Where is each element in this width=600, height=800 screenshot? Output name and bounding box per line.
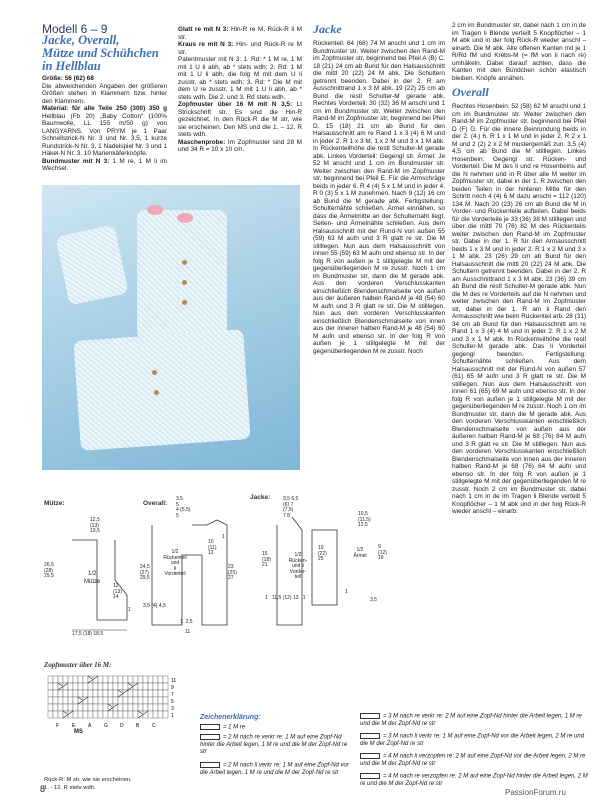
symbol-cross-right-3-icon [360,713,380,719]
chart-cell [128,683,133,690]
title-line-3: in Hellblau [42,59,101,73]
chart-cell [68,683,73,690]
chart-cell [108,697,113,704]
chart-cell [108,711,113,718]
chart-cell [163,704,168,711]
chart-cell [123,676,128,683]
chart-cell [153,697,158,704]
chart-cell [138,690,143,697]
armel-dim-1: 1 [345,589,348,595]
column-3 [313,22,445,355]
chart-cell [98,711,103,718]
chart-cell [143,676,148,683]
legend-item-6: = 4 M nach li verzopfen re: 2 M auf eine Zopf-Nd vor die Arbeit legen, 2 M re und die M der Zopf-Nd re str [360,753,586,767]
chart-arrow-letter: E [72,723,76,727]
chart-note-2: 1. - 12. R stets wdh. [44,785,96,791]
page-number: 8 [40,784,46,794]
chart-arrow-letter: G [104,723,108,727]
overall-heading: Overall [452,85,489,99]
muetze-dim-1: 12,5 (13) 13,5 [90,517,100,534]
column-2-text [178,26,302,154]
chart-cell [48,697,53,704]
jacke-dims-right: 19 (22) 25 [318,545,327,562]
symbol-cross-left-3-icon [360,733,380,739]
chart-cell [133,704,138,711]
chart-cell [58,711,63,718]
legend-item-4: = 3 M nach re verkr re: 2 M auf eine Zopf-Nd hinter die Arbeit legen, 1 M re und die M der Zopf-Nd re str [360,713,582,727]
chart-cell [153,676,158,683]
chart-cell [108,676,113,683]
maschenprobe-text: Maschenprobe: Im Zopfmuster sind 28 M und 34 R = 10 x 10 cm. [178,138,302,153]
chart-cell [158,690,163,697]
intro-text: Die abweichenden Angaben der größeren Größen stehen in Klammern bzw. hinter den Klammern. [42,82,167,105]
chart-row-number: 9 [171,685,174,691]
chart-cell [113,683,118,690]
chart-cell [53,711,58,718]
column-1-text [42,75,167,173]
chart-cell [148,704,153,711]
chart-cell [63,711,68,718]
chart-cell [93,690,98,697]
chart-cell [53,690,58,697]
chart-arrow-letter: D [120,723,124,727]
overall-dims-right: 23 (25) 27 [228,564,237,581]
chart-cell [78,676,83,683]
chart-title: Zopfmuster über 16 M: [44,661,112,669]
chart-cell [128,711,133,718]
product-photo [42,185,300,470]
chart-cell [163,697,168,704]
overall-diagram-label: Overall: [143,500,168,507]
chart-note-1: Rück-R: M str, wie sie erscheinen. [44,777,132,783]
chart-cell [73,683,78,690]
chart-cell [108,704,113,711]
chart-cell [63,676,68,683]
kraus-text: Kraus re mit N 3: Hin- und Rück-R re M str. [178,41,302,56]
chart-cell [48,683,53,690]
chart-cell [113,711,118,718]
chart-cell [128,697,133,704]
jacke-dims-top: 3,5 6,5 (6) 7 (7,5) 7 8 [283,496,299,519]
symbol-cable-right-4-icon [360,773,380,779]
symbol-knit-icon [200,724,220,730]
chart-cell [133,697,138,704]
chart-cell [93,711,98,718]
chart-cell [133,676,138,683]
button-1 [182,260,187,265]
chart-cell [138,676,143,683]
model-number: Modell 6 – 9 [42,22,108,36]
chart-cell [118,676,123,683]
chart-cell [128,676,133,683]
chart-cell [148,711,153,718]
button-4 [152,370,157,375]
chart-arrow-letter: F [56,723,60,727]
chart-cell [163,711,168,718]
chart-cell [143,683,148,690]
chart-cell [158,683,163,690]
chart-cell [158,676,163,683]
chart-cell [83,697,88,704]
chart-cell [98,690,103,697]
chart-row-number: 1 [171,713,174,719]
chart-cell [78,690,83,697]
material-text: Material: für alle Teile 250 (300) 350 g Hellblau (Fb 20) „Baby Cotton“ (100% Baumwolle, LL 155 m/50 g) von LANGYARNS. Von PRYM je 1 Paar Schnellstrick-N Nr. 3 und Nr. 3,5, 1 kurze Rundstrick-N Nr. 3, 1 Nadelspiel Nr. 3 und 1 Häkel-N Nr. 3. 10 Marienkäferknöpfe. [42,105,167,157]
chart-cell [103,711,108,718]
chart-cell [153,704,158,711]
overall-piece-label: 1/2 Rückenteil und li Vorderteil [163,549,187,577]
symbol-cable-left-4-icon [360,753,380,759]
chart-cell [98,676,103,683]
chart-cell [138,697,143,704]
symbol-cross-right-2-icon [200,734,220,740]
symbol-cross-left-2-icon [200,762,220,768]
chart-cell [83,711,88,718]
armel-piece-label: 1/2 Ärmel [353,547,367,559]
chart-cell [163,690,168,697]
overall-dims-mid: 10 (11) 12 [208,539,217,556]
chart-cell [98,704,103,711]
chart-cell [148,676,153,683]
legend-item-7: = 4 M nach re verzopfen re: 2 M auf eine Zopf-Nd hinter die Arbeit legen, 2 M re und die M der Zopf-Nd re str [360,773,588,787]
chart-cell [138,711,143,718]
chart-cell [73,690,78,697]
armel-dims-right: 9 (12) 16 [378,544,387,561]
jacke-heading: Jacke [313,22,342,36]
chart-cell [68,690,73,697]
chart-cell [138,683,143,690]
chart-cell [48,704,53,711]
overall-dims-left: 24,5 (27) 29,5 [140,564,150,581]
chart-cell [153,683,158,690]
bundmuster-text: Bundmuster mit N 3: 1 M re, 1 M li im Wechsel. [42,157,168,172]
overall-dims-bottom-2: 1 2,5 [180,619,193,625]
chart-cell [73,676,78,683]
watermark: PassionForum.ru [505,788,566,797]
jacke-diagram-label: Jacke: [250,494,271,501]
legend-item-1: = 1 M re [200,724,350,732]
chart-cell [113,676,118,683]
chart-cell [83,683,88,690]
muetze-dim-5: 17,5 (18) 18,5 [72,631,104,637]
chart-cell [78,683,83,690]
chart-cell [53,683,58,690]
chart-cell [88,697,93,704]
overall-shape [73,329,250,451]
chart-cell [118,704,123,711]
chart-cell [68,676,73,683]
chart-arrow-letter: A [88,723,92,727]
jacke-piece-label: 1/2 Rücken- und li Vorder- teil [288,552,308,580]
column-4 [452,22,586,516]
chart-cell [118,683,123,690]
chart-cell [118,697,123,704]
chart-cell [153,711,158,718]
chart-cell [93,704,98,711]
stitch-chart [44,672,184,727]
chart-cell [88,711,93,718]
chart-cell [88,676,93,683]
chart-cell [143,697,148,704]
jacke-dims-left: 15 (18) 21 [262,551,271,568]
chart-cell [123,697,128,704]
chart-cell [113,704,118,711]
shoe-bow-1 [147,205,163,215]
chart-cell [118,711,123,718]
chart-cell [58,690,63,697]
chart-cell [148,690,153,697]
chart-cell [113,690,118,697]
glatt-text: Glatt re mit N 3: Hin-R re M, Rück-R li M str. [178,26,302,41]
chart-cell [78,711,83,718]
chart-cell [103,690,108,697]
chart-cell [103,676,108,683]
jacke-armel-outline [312,530,337,605]
muetze-diagram-label: Mütze: [44,500,65,507]
title-line-1: Jacke, Overall, [42,33,120,47]
chart-cell [53,697,58,704]
overall-dims-top: 3,5 5 4 (5,5) 5 [176,496,191,519]
armel-dims: 10,5 (11,5) 12,5 [358,511,371,528]
chart-cell [93,683,98,690]
title-line-2: Mütze und Schühchen [42,46,159,60]
chart-cell [98,697,103,704]
chart-cell [148,683,153,690]
chart-cell [133,690,138,697]
chart-cell [103,683,108,690]
chart-cell [163,683,168,690]
chart-row-number: 11 [171,678,177,684]
muetze-dim-4: 1 [128,607,131,613]
chart-cell [63,704,68,711]
chart-arrow-letter: B [136,723,140,727]
shoe-bow-2 [177,213,193,223]
chart-cell [103,697,108,704]
chart-cell [78,704,83,711]
chart-cell [148,697,153,704]
chart-cell [123,683,128,690]
jacket-shape [137,210,227,340]
armel-bottom: 3,5 [370,597,377,603]
chart-cell [158,704,163,711]
jacke-dims-bottom: 1 11,5 (12) 13 1 [265,595,306,601]
pattern-title [42,34,172,73]
chart-cell [143,690,148,697]
chart-cell [123,690,128,697]
chart-cell [128,690,133,697]
size-line: Größe: 56 (62) 68 [42,75,94,82]
button-3 [182,300,187,305]
chart-cell [153,690,158,697]
chart-cell [93,676,98,683]
chart-cell [73,704,78,711]
button-2 [182,280,187,285]
muetze-dim-3: 12 (13) 14 [113,583,122,600]
chart-cell [48,690,53,697]
overall-piece-right: 1 [222,534,225,540]
legend-item-2: = 2 M nach re verkr re: 1 M auf eine Zopf-Nd hinter die Arbeit legen, 1 M re und die M der Zopf-Nd re str [200,734,348,755]
chart-cell [158,711,163,718]
chart-cell [133,683,138,690]
chart-cell [58,704,63,711]
bonnet-shape [55,225,128,306]
chart-cell [78,697,83,704]
overall-dims-bottom-3: 11 [185,629,191,635]
muetze-name: Mütze [84,579,101,585]
chart-cell [143,704,148,711]
chart-cell [143,711,148,718]
chart-cell [123,711,128,718]
muetze-dim-2: 26,5 (28) 29,5 [44,562,54,579]
chart-row-number: 7 [171,692,174,698]
chart-cell [128,704,133,711]
chart-cell [93,697,98,704]
legend-title: Zeichenerklärung: [200,714,261,721]
chart-cell [138,704,143,711]
chart-cell [63,690,68,697]
chart-arrow-letter: C [152,723,156,727]
chart-cell [73,697,78,704]
zopf-text: Zopfmuster über 16 M mit N 3,5: Lt Strickschrift str. Es sind die Hin-R gezeichnet. In den Rück-R die M str, wie sie erscheinen. Den MS und die 1. – 12. R stets wdh. [178,101,302,138]
chart-cell [98,683,103,690]
chart-cell [73,711,78,718]
chart-cell [88,704,93,711]
chart-cell [68,704,73,711]
chart-cell [133,711,138,718]
legend-item-5: = 3 M nach li verkr re: 1 M auf eine Zopf-Nd vor die Arbeit legen, 2 M re und die M der Zopf-Nd re str [360,733,585,747]
chart-cell [58,697,63,704]
chart-cell [103,704,108,711]
chart-cell [88,683,93,690]
chart-row-number: 5 [171,699,174,705]
chart-cell [108,683,113,690]
chart-cell [83,704,88,711]
patent-text: Patentmuster mit N 3: 1. Rd: * 1 M re, 1 M mit 1 U li abh, ab * stets wdh; 2. Rd: 1 M mit 1 U li abh, die folg M mit dem U li zusstr, ab * stets wdh; 3. Rd: * Die M mit dem U re zusstr, 1 M mit 1 U li abh, ab * stets wdh. Die 2. und 3. Rd stets wdh. [178,56,302,101]
chart-cell [68,697,73,704]
chart-cell [53,676,58,683]
button-5 [154,390,159,395]
chart-row-number: 3 [171,706,174,712]
chart-cell [68,711,73,718]
chart-cell [63,697,68,704]
chart-cell [53,704,58,711]
chart-cell [113,697,118,704]
chart-cell [83,676,88,683]
chart-cell [48,676,53,683]
muetze-piece: 1/2 [88,571,97,577]
chart-cell [123,704,128,711]
chart-cell [83,690,88,697]
chart-cell [88,690,93,697]
chart-cell [58,683,63,690]
chart-cell [108,690,113,697]
chart-cell [48,711,53,718]
jacke-instructions-cont: 2 cm im Bundmuster str, dabei nach 1 cm in de im Tragen li Blende verteilt 5 Knopflöcher – 1 M abk und in der folg Rück-R wieder anschl – einarb. Die M abk. Alle offenen Kanten mit je 1 R/Rd fM und Krebs-M (= fM von li nach re) umhäkeln. Dabei darauf achten, dass die Kanten mit den Bündchen schön elastisch bleiben. Knöpfe annähen. [452,22,586,82]
chart-cell [163,676,168,683]
chart-ms-label: MS [74,729,83,735]
chart-cell [158,697,163,704]
chart-cell [63,683,68,690]
chart-cell [118,690,123,697]
chart-cell [58,676,63,683]
legend-item-3: = 2 M nach li verkr re: 1 M auf eine Zopf-Nd vor die Arbeit legen, 1 M re und die M der Zopf-Nd re str [200,762,349,776]
overall-instructions: Rechtes Hosenbein: 52 (58) 62 M anschl und 1 cm im Bundmuster str. Weiter zwischen den Rand-M im Zopfmuster str, beginnend bei Pfeil D (F) G. Für die innere Beinrundung beids in der 2. (4.) 6. R 1 x 1 M und in jeder 2. R 2 x 1 M und 2 (2) 2 x 2 M mustergemäß zun. 3,5 (4) 4,5 cm ab Bund die M stilllegen. Linkes Hosenbein: Gegengl str. Rücken- und Vorderteil: Die M des li und re Hosenbeins auf die N nehmen und in R über alle M weiter im Zopfmuster str, dabei in der 1. R zwischen den beiden Teilen in der hinteren Mitte für den Schritt noch 4 (4) 6 M dazu anschl = 112 (120) 134 M. Nach 20 (23) 26 cm ab Bund die M in Vorder- und Rückenteile aufteilen. Dabei beids für die Vorderteile je 33 (36) 38 M stilllegen und über die mittl 70 (76) 82 M des Rückenteils weiter zwischen den Rand-M im Zopfmuster str. Dabei in der 1. R für den Armausschnitt beids 1 x 3 M und in jeder 2. R 1 x 2 M und 3 x 1 M abk. 23 (26) 29 cm ab Bund für den Halsausschnitt die mittl 20 (22) 24 M abk. Die Schultern getrennt beenden. Dabei in der 2. R am Ausschnittrand 1 x 3 M abk. 23 (36) 39 cm ab Bund die restl Schulter-M gerade abk. Nun die M des re Vorderteils auf die N nehmen und weiter zwischen den Rand-M im Zopfmuster str, dabei in der 1. R am li Rand den Armausschnitt wie beim Rückenteil arb. 28 (31) 34 cm ab Bund für den Halsausschnitt am re Rand 1 x 3 (4) 4 M und in jeder 2. R 1 x 2 M und 3 x 1 M abk. In Rückenteilhöhe die restl Schulter-M gerade abk. Das li Vorderteil gegengl beenden. Fertigstellung: Schulternähte schließen. Aus dem Halsausschnitt mit der Rund-N von außen 57 (61) 65 M aufn und 3 R glatt re str. Die M stilllegen. Nun aus dem Halsausschnitt von innen 61 (65) 69 M aufn und ebenso str. In der folg R von außen je 1 stillgelegte M mit der gegenüberliegenden M re zusstr. Noch 1 cm im Bundmuster str, dann die M gerade abk. Aus den vorderen Verschlusskanten einschließlich Blendenschmalseite von außen aus der äußeren halben Rand-M je 68 (76) 84 M aufn und 3 R glatt re str. Die M stilllegen. Nun aus den vorderen Verschlusskanten einschließlich Blendenschmalseite von innen aus der inneren halben Rand-M je 68 (76) 84 M aufn und ebenso str. In der folg R von außen je 1 stillgelegte M mit der gegenüberliegenden M re zusstr. Noch 2 cm im Bundmuster str, dabei nach 1 cm in de im Tragen li Blende verteilt 5 Knopflöcher – 1 M abk und in der folg Rück-R wieder anschl – einarb. [452,103,586,515]
overall-dims-bottom: 3,5 (4) 4,5 [143,603,166,609]
jacke-instructions: Rückenteil: 64 (68) 74 M anschl und 1 cm im Bundmuster str. Weiter zwischen den Rand-M im Zopfmuster str, beginnend bei Pfeil A (B) C. 18 (21) 24 cm ab Bund für den Halsausschnitt die mittl 20 (22) 24 M abk. Die Schultern getrennt beenden. Dabei in der 2. R am Ausschnittrand 1 x 3 M abk. 19 (22) 25 cm ab Bund die restl Schulter-M gerade abk. Rechtes Vorderteil: 30 (32) 36 M anschl und 1 cm im Bundmuster str. Weiter zwischen den Rand-M im Zopfmuster str, beginnend bei Pfeil D. 15 (18) 21 cm ab Bund für den Halsausschnitt am re Rand 1 x 3 (4) 6 M und in jeder 2. R 1 x 3 M, 1 x 2 M und 3 x 1 M abk. In Rückenteilhöhe die restl Schulter-M gerade abk. Linkes Vorderteil: Gegengl str. Ärmel: Je 52 M anschl und 1 cm im Bundmuster str. Weiter zwischen den Rand-M im Zopfmuster str, beginnend bei Pfeil E. Für die Armschräge beids in jeder 6. R 4 (4) 5 x 1 M und in jeder 4. R 0 (3) 5 x 1 M zunehmen. Nach 9 (12) 16 cm ab Bund die M gerade abk. Fertigstellung: Schulternähte schließen. Ärmel einnähen, so dass die Ärmelmitte an der Schulternaht liegt. Seiten- und Ärmelnähte schließen. Aus dem Halsausschnitt mit der Rund-N von außen 55 (59) 63 M aufn und 3 R glatt re str. Die M stilllegen. Nun aus dem Halsausschnitt von innen 55 (59) 63 M aufn und ebenso str. In der folg R von außen je 1 stillgelegte M mit der gegenüberliegenden M re zusstr. Noch 1 cm im Bundmuster str, dann die M gerade abk. Aus den vorderen Verschlusskanten einschließlich Blendenschmalseite von außen aus der äußeren halben Rand-M je 48 (54) 60 M aufn und 3 R glatt re str. Die M stilllegen. Nun aus den vorderen Verschlusskanten einschließlich Blendenschmalseite von innen aus der inneren halben Rand-M je 48 (54) 60 M aufn und ebenso str. In der folg R von außen je 1 stillgelegte M mit der gegenüberliegenden M re zusstr. Noch [313,40,445,355]
